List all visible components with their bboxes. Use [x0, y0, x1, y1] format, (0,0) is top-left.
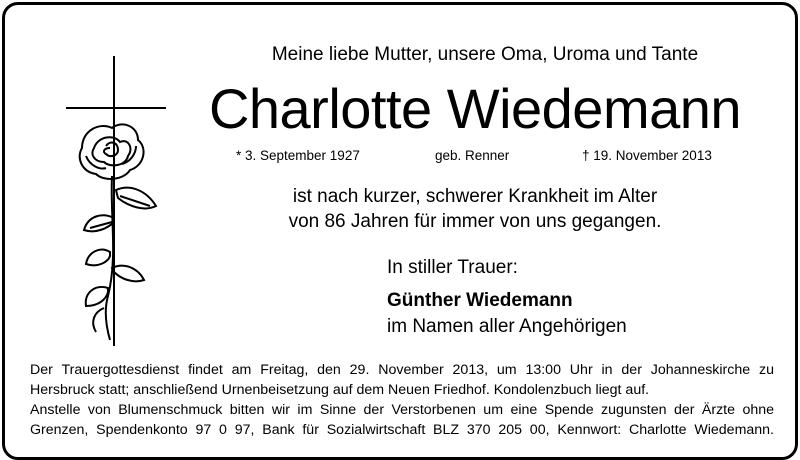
maiden-name: geb. Renner [435, 148, 510, 163]
signer-subtitle: im Namen aller Angehörigen [387, 316, 627, 337]
message-line-2: von 86 Jahren für immer von uns gegangen. [288, 211, 662, 232]
message-line-1: ist nach kurzer, schwerer Krankheit im Alter [292, 186, 658, 207]
notice-line: Der Trauergottesdienst findet am Freitag, den 29. November 2013, um 13:00 Uhr in der Johanneskirche zu [30, 362, 774, 378]
notice-line: Hersbruck statt; anschließend Urnenbeisetzung auf dem Neuen Friedhof. Kondolenzbuch liegt auf. [30, 382, 650, 398]
signer-name: Günther Wiedemann [387, 290, 573, 311]
deceased-name: Charlotte Wiedemann [208, 77, 742, 140]
notice-line: Anstelle von Blumenschmuck bitten wir im Sinne der Verstorbenen um eine Spende zugunsten der Ärzte ohne [30, 402, 774, 418]
death-date: † 19. November 2013 [582, 148, 712, 163]
mourning-heading: In stiller Trauer: [387, 257, 518, 278]
service-notice [30, 360, 774, 440]
birth-date: * 3. September 1927 [236, 148, 360, 163]
notice-line: Grenzen, Spendenkonto 97 0 97, Bank für Sozialwirtschaft BLZ 370 205 00, Kennwort: Charlotte Wiedemann. [30, 422, 774, 438]
intro-line: Meine liebe Mutter, unsere Oma, Uroma und Tante [271, 44, 699, 65]
